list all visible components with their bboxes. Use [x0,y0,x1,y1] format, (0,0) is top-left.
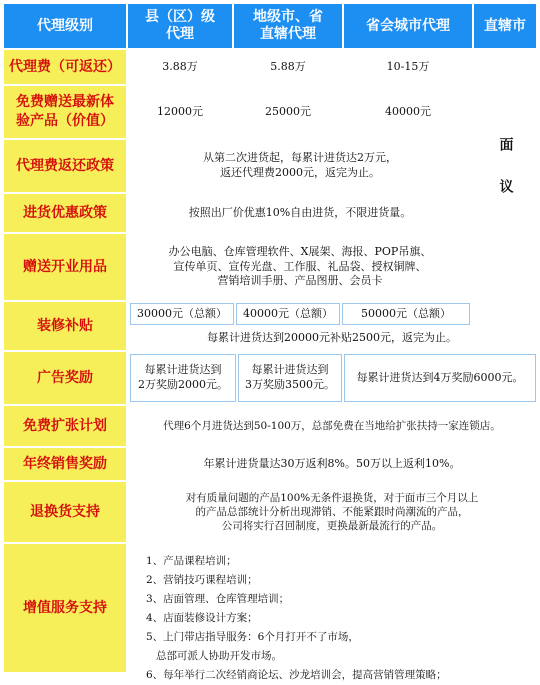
expansion-text: 代理6个月进货达到50-100万，总部免费在当地给扩张扶持一家连锁店。 [128,406,536,446]
returns-text: 对有质量问题的产品100%无条件退换货，对于面市三个月以上 的产品总部统计分析出现滞销、不能紧跟时尚潮流的产品， 公司将实行召回制度，更换最新最流行的产品。 [128,482,536,542]
purchase-discount-text: 按照出厂价优惠10%自由进货，不限进货量。 [128,194,472,232]
refund-policy-text: 从第二次进货起，每累计进货达2万元， 返还代理费2000元，返完为止。 [128,140,472,192]
header-city: 地级市、省 直辖代理 [234,4,342,48]
label-year-end: 年终销售奖励 [4,448,126,480]
advertising-city: 每累计进货达到 3万奖励3500元。 [238,354,342,402]
free-products-city: 25000元 [234,86,342,138]
advertising-county: 每累计进货达到 2万奖励2000元。 [130,354,236,402]
fee-capital: 10-15万 [344,50,472,84]
decoration-county: 30000元（总额） [130,303,234,325]
decoration-capital: 50000元（总额） [342,303,470,325]
value-added-item: 6、每年举行二次经销商论坛、沙龙培训会，提高营销管理策略； [146,669,447,681]
free-products-capital: 40000元 [344,86,472,138]
year-end-text: 年累计进货量达30万返利8%。50万以上返利10%。 [128,448,536,480]
value-added-item: 5、上门带店指导服务：6个月打开不了市场， [146,631,359,643]
label-agent-fee: 代理费（可返还） [4,50,126,84]
negotiable-text: 面议 [497,137,514,221]
label-advertising: 广告奖励 [4,352,126,404]
header-municipality: 直辖市 [474,4,536,48]
label-decoration: 装修补贴 [4,302,126,350]
decoration-city: 40000元（总额） [236,303,340,325]
label-free-products: 免费赠送最新体 验产品（价值） [4,86,126,138]
value-added-item: 3、店面管理、仓库管理培训； [146,593,290,605]
value-added-item: 总部可派人协助开发市场。 [146,650,283,662]
label-opening-gifts: 赠送开业用品 [4,234,126,300]
decoration-text: 每累计进货达到20000元补贴2500元，返完为止。 [128,327,536,350]
label-returns: 退换货支持 [4,482,126,542]
label-refund-policy: 代理费返还政策 [4,140,126,192]
header-county: 县（区）级 代理 [128,4,232,48]
fee-city: 5.88万 [234,50,342,84]
free-products-county: 12000元 [128,86,232,138]
label-purchase-discount: 进货优惠政策 [4,194,126,232]
municipality-negotiable [474,50,536,308]
value-added-item: 2、营销技巧课程培训； [146,574,258,586]
header-level: 代理级别 [4,4,126,48]
advertising-capital: 每累计进货达到4万奖励6000元。 [344,354,536,402]
value-added-item: 4、店面装修设计方案； [146,612,258,624]
label-value-added: 增值服务支持 [4,544,126,672]
opening-gifts-text: 办公电脑、仓库管理软件、X展架、海报、POP吊旗、 宣传单页、宣传光盘、工作服、礼品袋、授权铜牌、 营销培训手册、产品图册、会员卡 [128,234,472,300]
value-added-item: 1、产品课程培训； [146,555,237,567]
label-expansion: 免费扩张计划 [4,406,126,446]
fee-county: 3.88万 [128,50,232,84]
header-capital: 省会城市代理 [344,4,472,48]
value-added-list [128,544,536,681]
